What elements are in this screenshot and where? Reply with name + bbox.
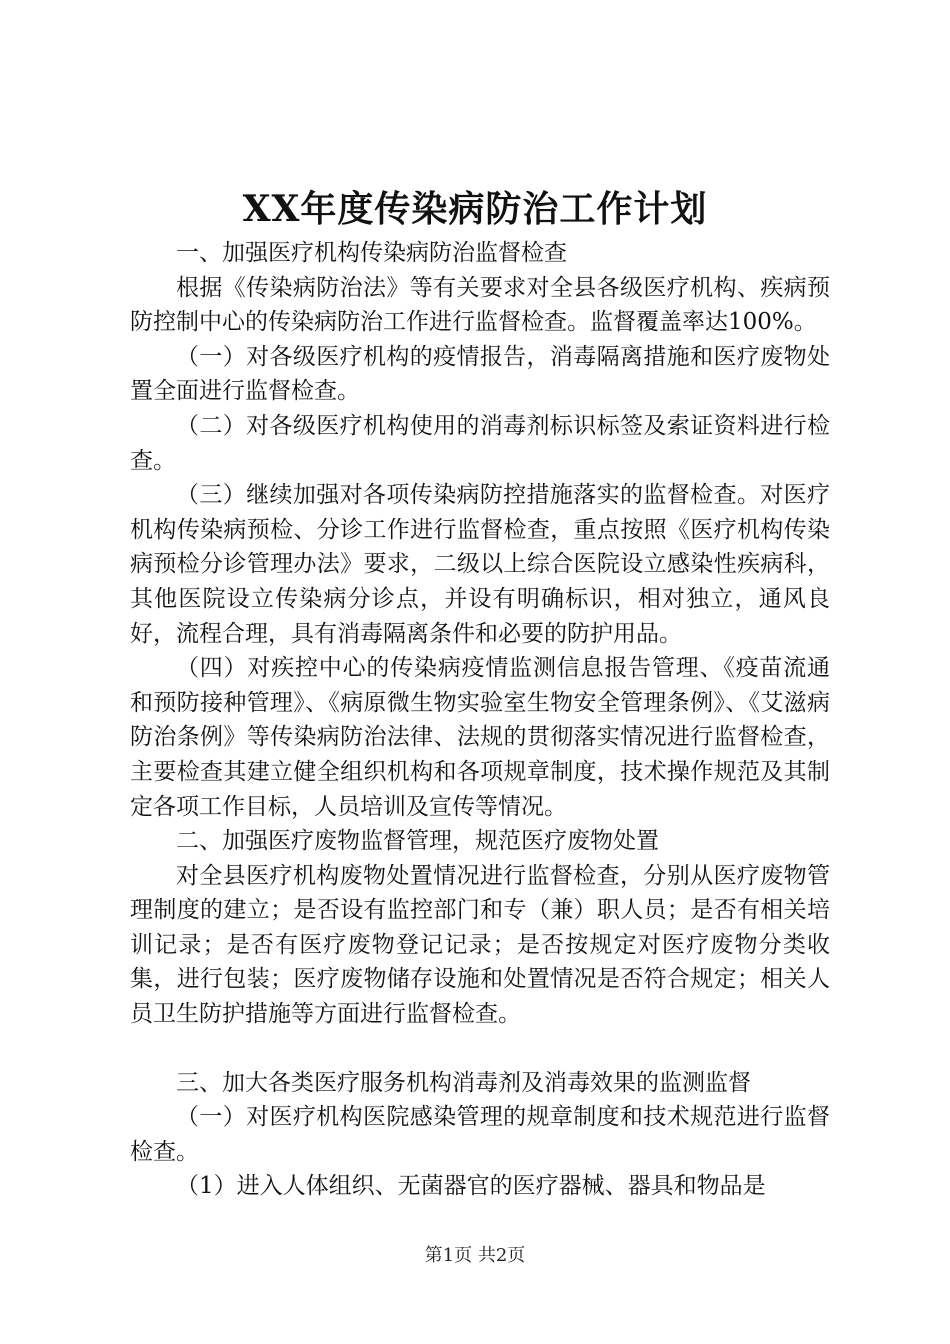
- paragraph: （四）对疾控中心的传染病疫情监测信息报告管理、《疫苗流通和预防接种管理》、《病原微生物实验室生物安全管理条例》、《艾滋病防治条例》等传染病防治法律、法规的贯彻落实情况进行监督检查，主要检查其建立健全组织机构和各项规章制度，技术操作规范及其制定各项工作目标，人员培训及宣传等情况。: [130, 655, 830, 820]
- section-heading-3: 三、加大各类医疗服务机构消毒剂及消毒效果的监测监督: [176, 1069, 751, 1096]
- document-title: XX年度传染病防治工作计划: [242, 188, 708, 230]
- section-heading-1: 一、加强医疗机构传染病防治监督检查: [176, 240, 567, 266]
- document-body: [130, 236, 830, 1204]
- paragraph: （1）进入人体组织、无菌器官的医疗器械、器具和物品是: [176, 1173, 766, 1200]
- paragraph: （一）对各级医疗机构的疫情报告，消毒隔离措施和医疗废物处置全面进行监督检查。: [130, 343, 830, 405]
- section-heading-2: 二、加强医疗废物监督管理，规范医疗废物处置: [176, 828, 659, 855]
- paragraph: （一）对医疗机构医院感染管理的规章制度和技术规范进行监督检查。: [130, 1104, 830, 1165]
- paragraph: （二）对各级医疗机构使用的消毒剂标识标签及索证资料进行检查。: [130, 412, 830, 474]
- paragraph: （三）继续加强对各项传染病防控措施落实的监督检查。对医疗机构传染病预检、分诊工作进行监督检查，重点按照《医疗机构传染病预检分诊管理办法》要求，二级以上综合医院设立感染性疾病科，其他医院设立传染病分诊点，并设有明确标识，相对独立，通风良好，流程合理，具有消毒隔离条件和必要的防护用品。: [130, 482, 830, 647]
- page-footer: 第1页 共2页: [424, 1245, 526, 1266]
- paragraph: 对全县医疗机构废物处置情况进行监督检查，分别从医疗废物管理制度的建立；是否设有监控部门和专（兼）职人员；是否有相关培训记录；是否有医疗废物登记记录；是否按规定对医疗废物分类收集，进行包装；医疗废物储存设施和处置情况是否符合规定；相关人员卫生防护措施等方面进行监督检查。: [130, 862, 830, 1028]
- paragraph: 根据《传染病防治法》等有关要求对全县各级医疗机构、疾病预防控制中心的传染病防治工作进行监督检查。监督覆盖率达100%。: [130, 274, 830, 336]
